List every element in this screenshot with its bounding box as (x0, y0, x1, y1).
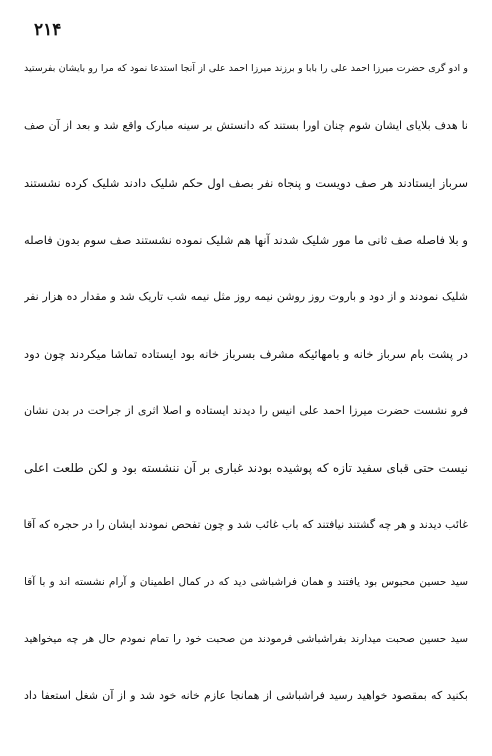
page-number: ۲۱۴ (34, 20, 62, 40)
text-line: نا هدف بلایای ایشان شوم چنان اورا بستند که دانستش بر سینه مبارک واقع شد و بعد از آن صف (24, 119, 468, 132)
text-line: در پشت بام سرباز خانه و بامهائیکه مشرف بسرباز خانه بود ایستاده تماشا میکردند چون دود (24, 347, 468, 361)
text-line: سید حسین صحبت میدارند بفراشباشی فرمودند من صحبت خود را تمام نمودم حال هر چه میخواهید (24, 633, 468, 645)
text-line: فرو نشست حضرت میرزا احمد علی انیس را دیدند ایستاده و اصلا اثری از جراحت در بدن نشان (24, 404, 468, 417)
text-line: شلیک نمودند و از دود و باروت روز روشن نیمه روز مثل نیمه شب تاریک شد و مقدار ده هزار نفر (24, 290, 468, 303)
text-line: و بلا فاصله صف ثانی ما مور شلیک شدند آنها هم شلیک نموده نشستند صف سوم بدون فاصله (24, 233, 468, 247)
text-line: سرباز ایستادند هر صف دویست و پنجاه نفر بصف اول حکم شلیک دادند شلیک کرده نشستند (24, 176, 468, 190)
text-line: سید حسین محبوس بود یافتند و همان فراشباشی دید که در کمال اطمینان و آرام نشسته اند و با آقا (24, 576, 468, 588)
text-line: غائب دیدند و هر چه گشتند نیافتند که باب غائب شد و چون تفحص نمودند ایشان را در حجره که آقا (24, 518, 468, 531)
text-line: و ادو گری حضرت میرزا احمد علی را بابا و برزند میرزا احمد علی از آنجا استدعا نمود که مرا رو بایشان بفرستید (24, 63, 468, 74)
manuscript-text-block (24, 52, 468, 752)
text-line: بکنید که بمقصود خواهید رسید فراشباشی از همانجا عازم خانه خود شد و از آن شغل استعفا داد (24, 689, 468, 702)
text-line: نیست حتی قبای سفید تازه که پوشیده بودند غباری بر آن ننشسته بود و لکن طلعت اعلی (24, 461, 468, 475)
